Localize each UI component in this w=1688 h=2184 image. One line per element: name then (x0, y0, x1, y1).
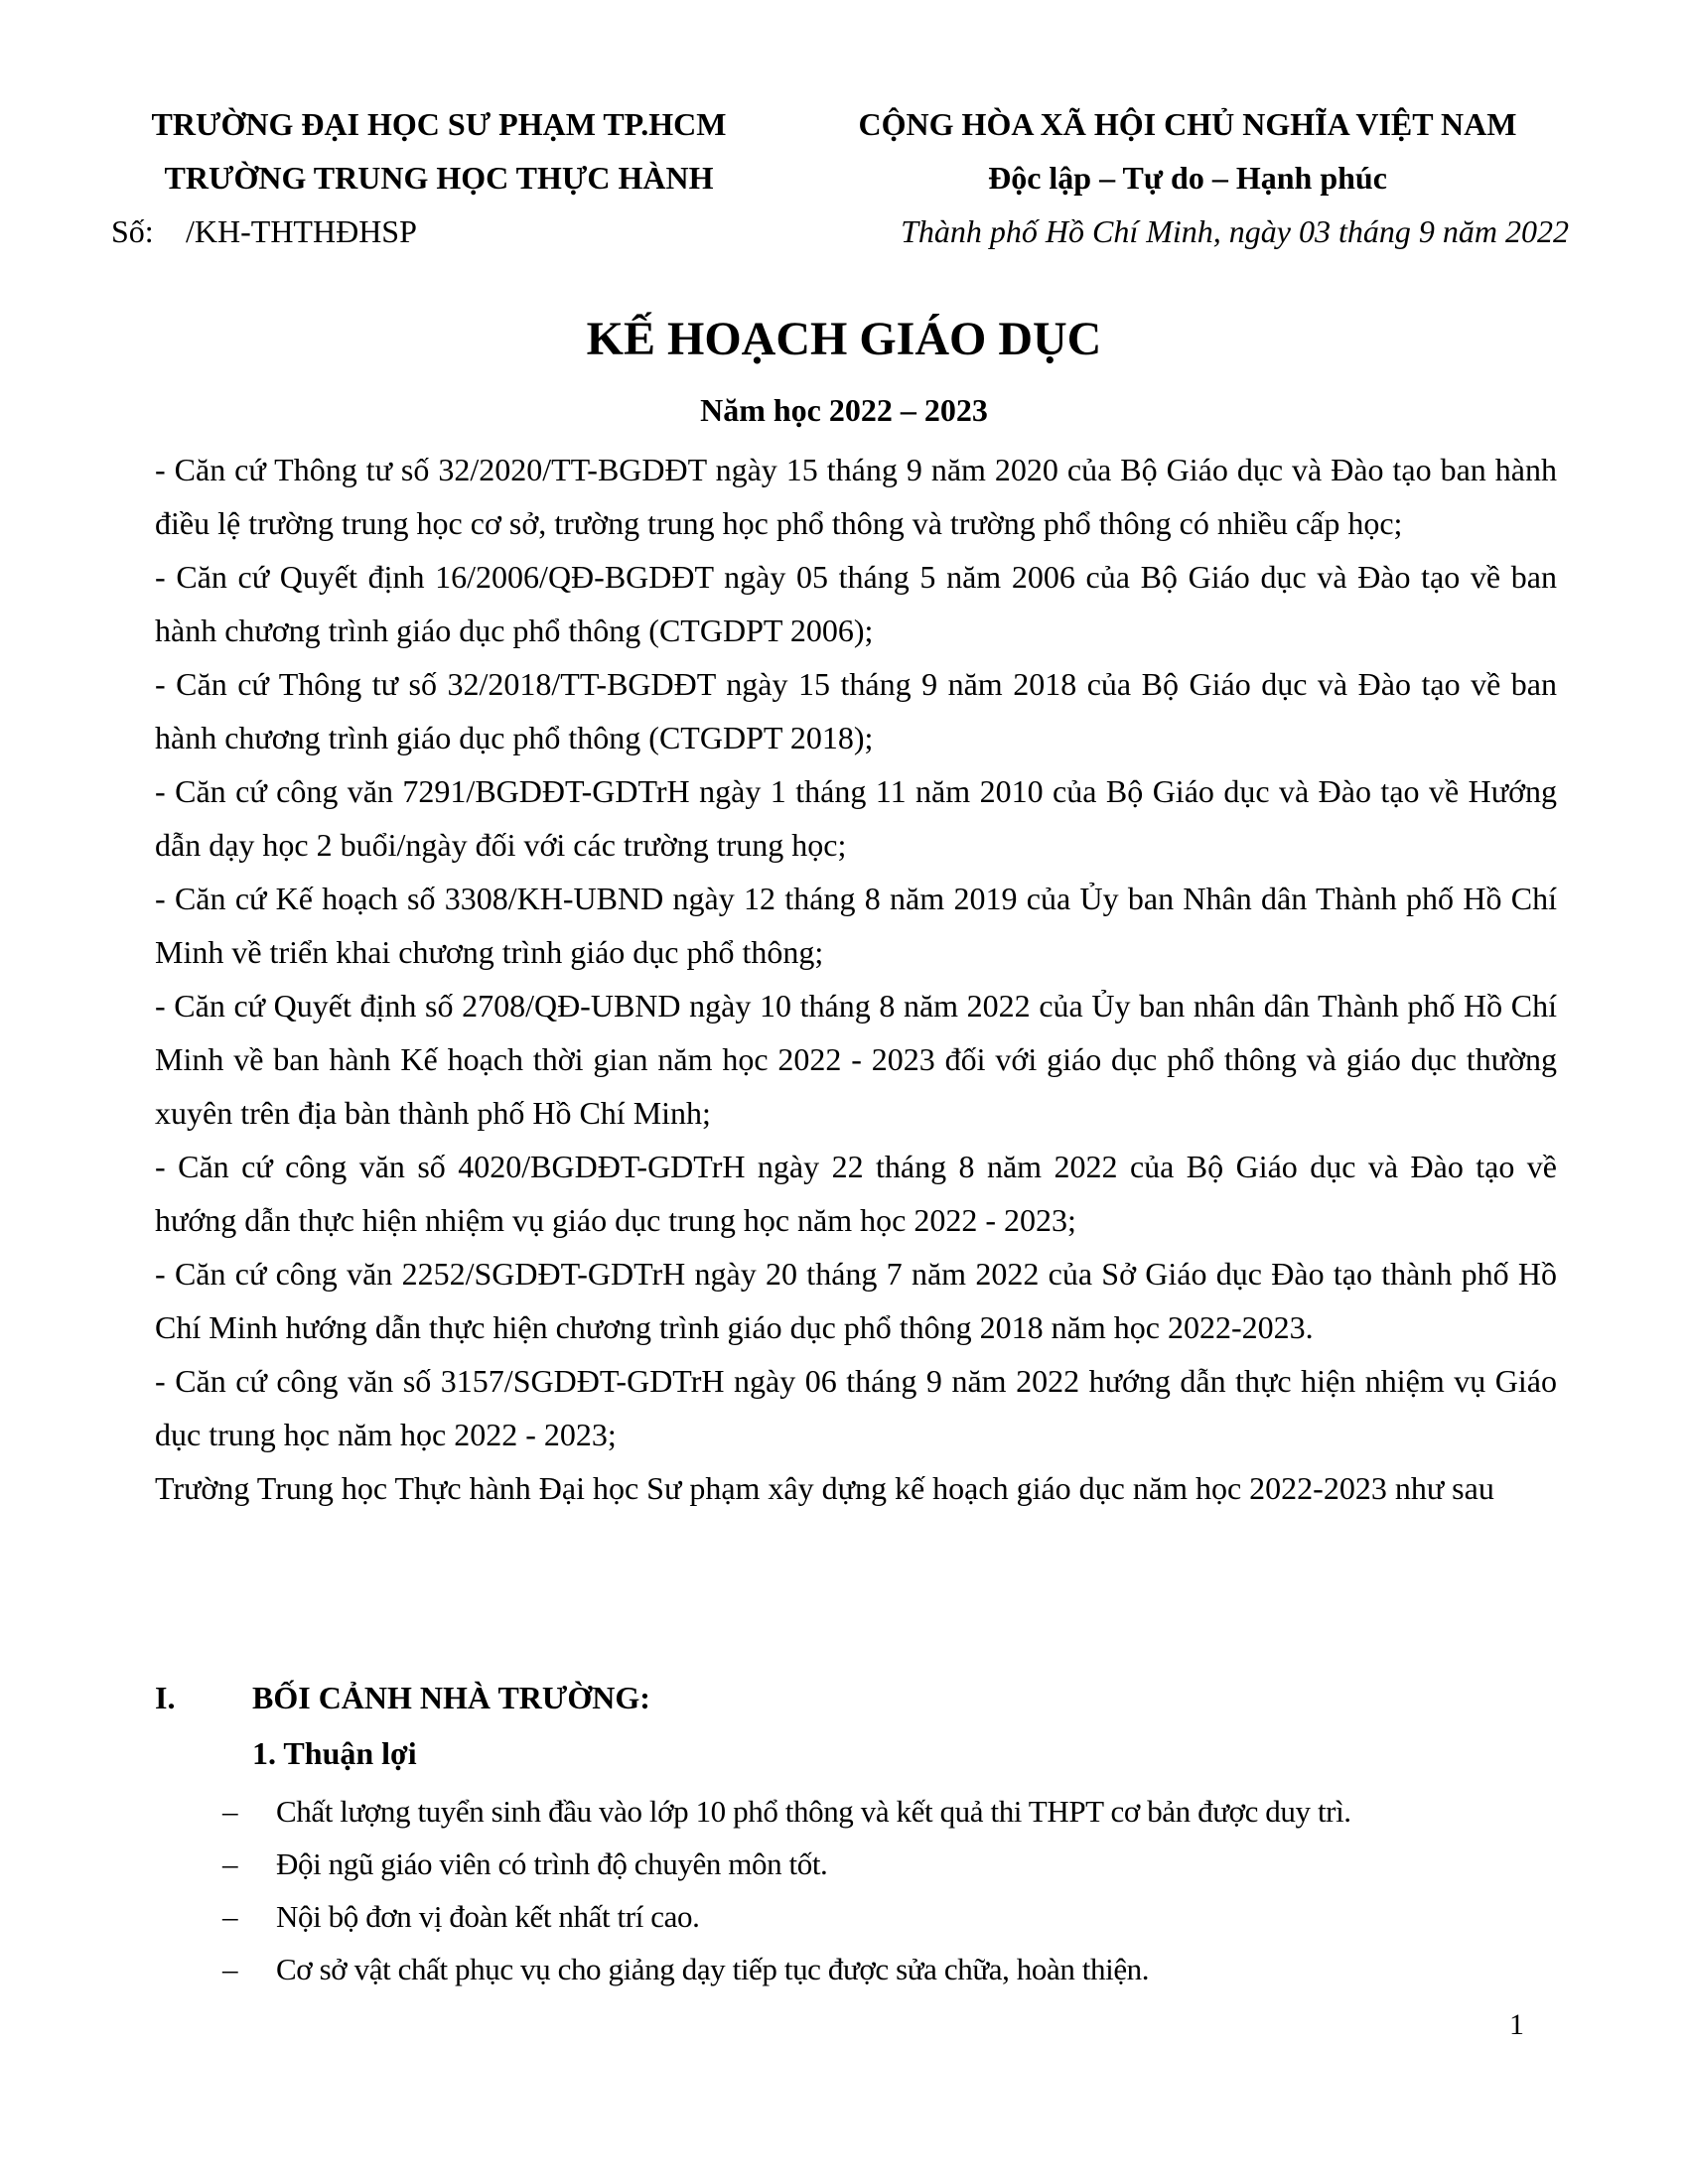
document-number-value: /KH-THTHĐHSP (186, 213, 417, 249)
subsection-heading: 1. Thuận lợi (252, 1735, 417, 1771)
paragraph: - Căn cứ Thông tư số 32/2018/TT-BGDĐT ngày 15 tháng 9 năm 2018 của Bộ Giáo dục và Đào tạo về ban hành chương trình giáo dục phổ thông (CTGDPT 2018); (155, 666, 1557, 755)
advantages-list (222, 1785, 1557, 1995)
header-left (111, 97, 767, 258)
dash-marker: – (222, 1899, 238, 1934)
section-heading (155, 1671, 1557, 1724)
university-name: TRƯỜNG ĐẠI HỌC SƯ PHẠM TP.HCM (151, 106, 727, 142)
national-title: CỘNG HÒA XÃ HỘI CHỦ NGHĨA VIỆT NAM (858, 106, 1517, 142)
dash-marker: – (222, 1846, 238, 1881)
header-right (806, 97, 1569, 258)
paragraph: - Căn cứ công văn số 3157/SGDĐT-GDTrH ngày 06 tháng 9 năm 2022 hướng dẫn thực hiện nhiệm vụ Giáo dục trung học năm học 2022 - 2023; (155, 1363, 1557, 1452)
document-number (111, 205, 767, 258)
dash-marker: – (222, 1952, 238, 1986)
national-motto: Độc lập – Tự do – Hạnh phúc (988, 160, 1387, 196)
list-item-text: Cơ sở vật chất phục vụ cho giảng dạy tiếp tục được sửa chữa, hoàn thiện. (276, 1952, 1150, 1986)
page-number: 1 (1509, 2008, 1524, 2041)
paragraph: - Căn cứ Thông tư số 32/2020/TT-BGDĐT ngày 15 tháng 9 năm 2020 của Bộ Giáo dục và Đào tạo ban hành điều lệ trường trung học cơ sở, trường trung học phổ thông và trường phổ thông có nhiều cấp học; (155, 452, 1557, 541)
paragraph: - Căn cứ Quyết định 16/2006/QĐ-BGDĐT ngày 05 tháng 5 năm 2006 của Bộ Giáo dục và Đào tạo về ban hành chương trình giáo dục phổ thông (CTGDPT 2006); (155, 559, 1557, 648)
paragraph: - Căn cứ công văn 2252/SGDĐT-GDTrH ngày 20 tháng 7 năm 2022 của Sở Giáo dục Đào tạo thành phố Hồ Chí Minh hướng dẫn thực hiện chương trình giáo dục phổ thông 2018 năm học 2022-2023. (155, 1256, 1557, 1345)
paragraph: - Căn cứ công văn số 4020/BGDĐT-GDTrH ngày 22 tháng 8 năm 2022 của Bộ Giáo dục và Đào tạo về hướng dẫn thực hiện nhiệm vụ giáo dục trung học năm học 2022 - 2023; (155, 1149, 1557, 1238)
school-name: TRƯỜNG TRUNG HỌC THỰC HÀNH (164, 160, 714, 196)
list-item (222, 1943, 1557, 1995)
list-item-text: Nội bộ đơn vị đoàn kết nhất trí cao. (276, 1899, 700, 1934)
legal-basis-list (155, 443, 1557, 1515)
list-item-text: Đội ngũ giáo viên có trình độ chuyên môn tốt. (276, 1846, 828, 1881)
list-item (222, 1838, 1557, 1890)
list-item (222, 1785, 1557, 1838)
document-date: Thành phố Hồ Chí Minh, ngày 03 tháng 9 năm 2022 (901, 213, 1569, 249)
page-title: KẾ HOẠCH GIÁO DỤC (586, 313, 1102, 365)
list-item (222, 1890, 1557, 1943)
section-title: BỐI CẢNH NHÀ TRƯỜNG: (252, 1680, 650, 1715)
dash-marker: – (222, 1794, 238, 1829)
paragraph: - Căn cứ công văn 7291/BGDĐT-GDTrH ngày 1 tháng 11 năm 2010 của Bộ Giáo dục và Đào tạo về Hướng dẫn dạy học 2 buổi/ngày đối với các trường trung học; (155, 773, 1557, 863)
section-number: I. (155, 1680, 176, 1715)
page-subtitle: Năm học 2022 – 2023 (700, 392, 988, 428)
document-number-label: Số: (111, 213, 154, 249)
paragraph: Trường Trung học Thực hành Đại học Sư phạm xây dựng kế hoạch giáo dục năm học 2022-2023 như sau (155, 1470, 1494, 1506)
paragraph: - Căn cứ Kế hoạch số 3308/KH-UBND ngày 12 tháng 8 năm 2019 của Ủy ban Nhân dân Thành phố Hồ Chí Minh về triển khai chương trình giáo dục phổ thông; (155, 881, 1557, 970)
list-item-text: Chất lượng tuyển sinh đầu vào lớp 10 phổ thông và kết quả thi THPT cơ bản được duy trì. (276, 1794, 1351, 1829)
paragraph: - Căn cứ Quyết định số 2708/QĐ-UBND ngày 10 tháng 8 năm 2022 của Ủy ban nhân dân Thành phố Hồ Chí Minh về ban hành Kế hoạch thời gian năm học 2022 - 2023 đối với giáo dục phổ thông và giáo dục thường xuyên trên địa bàn thành phố Hồ Chí Minh; (155, 988, 1557, 1131)
